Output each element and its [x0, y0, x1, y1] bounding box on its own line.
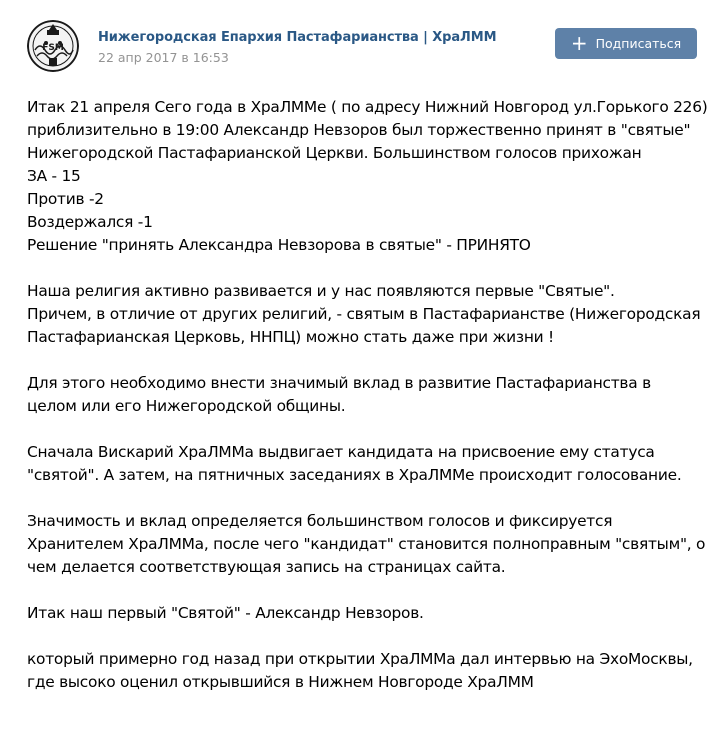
text-line: где высоко оценил открывшийся в Нижнем Новгороде ХраЛММ: [27, 673, 534, 691]
text-line: ЗА - 15: [27, 167, 81, 185]
community-avatar[interactable]: [27, 20, 79, 72]
text-line: Итак 21 апреля Сего года в ХраЛММе ( по адресу Нижний Новгород ул.Горького 226): [27, 98, 708, 116]
paragraph: [27, 648, 707, 694]
svg-text:FSM: FSM: [42, 43, 64, 53]
text-line: Хранителем ХраЛММа, после чего "кандидат" становится полноправным "святым", о: [27, 535, 706, 553]
paragraph: [27, 602, 707, 625]
post-header: [27, 20, 697, 74]
text-line: Наша религия активно развивается и у нас появляются первые "Святые".: [27, 282, 615, 300]
text-line: Значимость и вклад определяется большинством голосов и фиксируется: [27, 512, 613, 530]
text-line: Воздержался -1: [27, 213, 153, 231]
paragraph: [27, 280, 707, 349]
plus-icon: +: [570, 30, 588, 55]
text-line: Решение "принять Александра Невзорова в святые" - ПРИНЯТО: [27, 236, 531, 254]
text-line: Итак наш первый "Святой" - Александр Невзоров.: [27, 604, 424, 622]
text-line: "святой". А затем, на пятничных заседаниях в ХраЛММе происходит голосование.: [27, 466, 682, 484]
subscribe-label: Подписаться: [595, 36, 682, 51]
text-line: Против -2: [27, 190, 104, 208]
text-line: чем делается соответствующая запись на страницах сайта.: [27, 558, 506, 576]
text-line: Нижегородской Пастафарианской Церкви. Большинством голосов прихожан: [27, 144, 642, 162]
text-line: Причем, в отличие от других религий, - святым в Пастафарианстве (Нижегородская: [27, 305, 701, 323]
subscribe-button[interactable]: [555, 28, 697, 59]
paragraph: [27, 441, 707, 487]
author-link[interactable]: Нижегородская Епархия Пастафарианства | ХраЛММ: [98, 30, 497, 45]
text-line: приблизительно в 19:00 Александр Невзоров был торжественно принят в "святые": [27, 121, 691, 139]
text-line: который примерно год назад при открытии ХраЛММа дал интервью на ЭхоМосквы,: [27, 650, 693, 668]
paragraph: [27, 510, 707, 579]
text-line: Сначала Вискарий ХраЛММа выдвигает кандидата на присвоение ему статуса: [27, 443, 655, 461]
paragraph: [27, 96, 707, 257]
post-text: [27, 96, 707, 717]
post-date[interactable]: 22 апр 2017 в 16:53: [98, 50, 229, 65]
paragraph: [27, 372, 707, 418]
fsm-emblem-icon: [27, 20, 79, 72]
text-line: Пастафарианская Церковь, ННПЦ) можно стать даже при жизни !: [27, 328, 554, 346]
text-line: целом или его Нижегородской общины.: [27, 397, 346, 415]
text-line: Для этого необходимо внести значимый вклад в развитие Пастафарианства в: [27, 374, 651, 392]
